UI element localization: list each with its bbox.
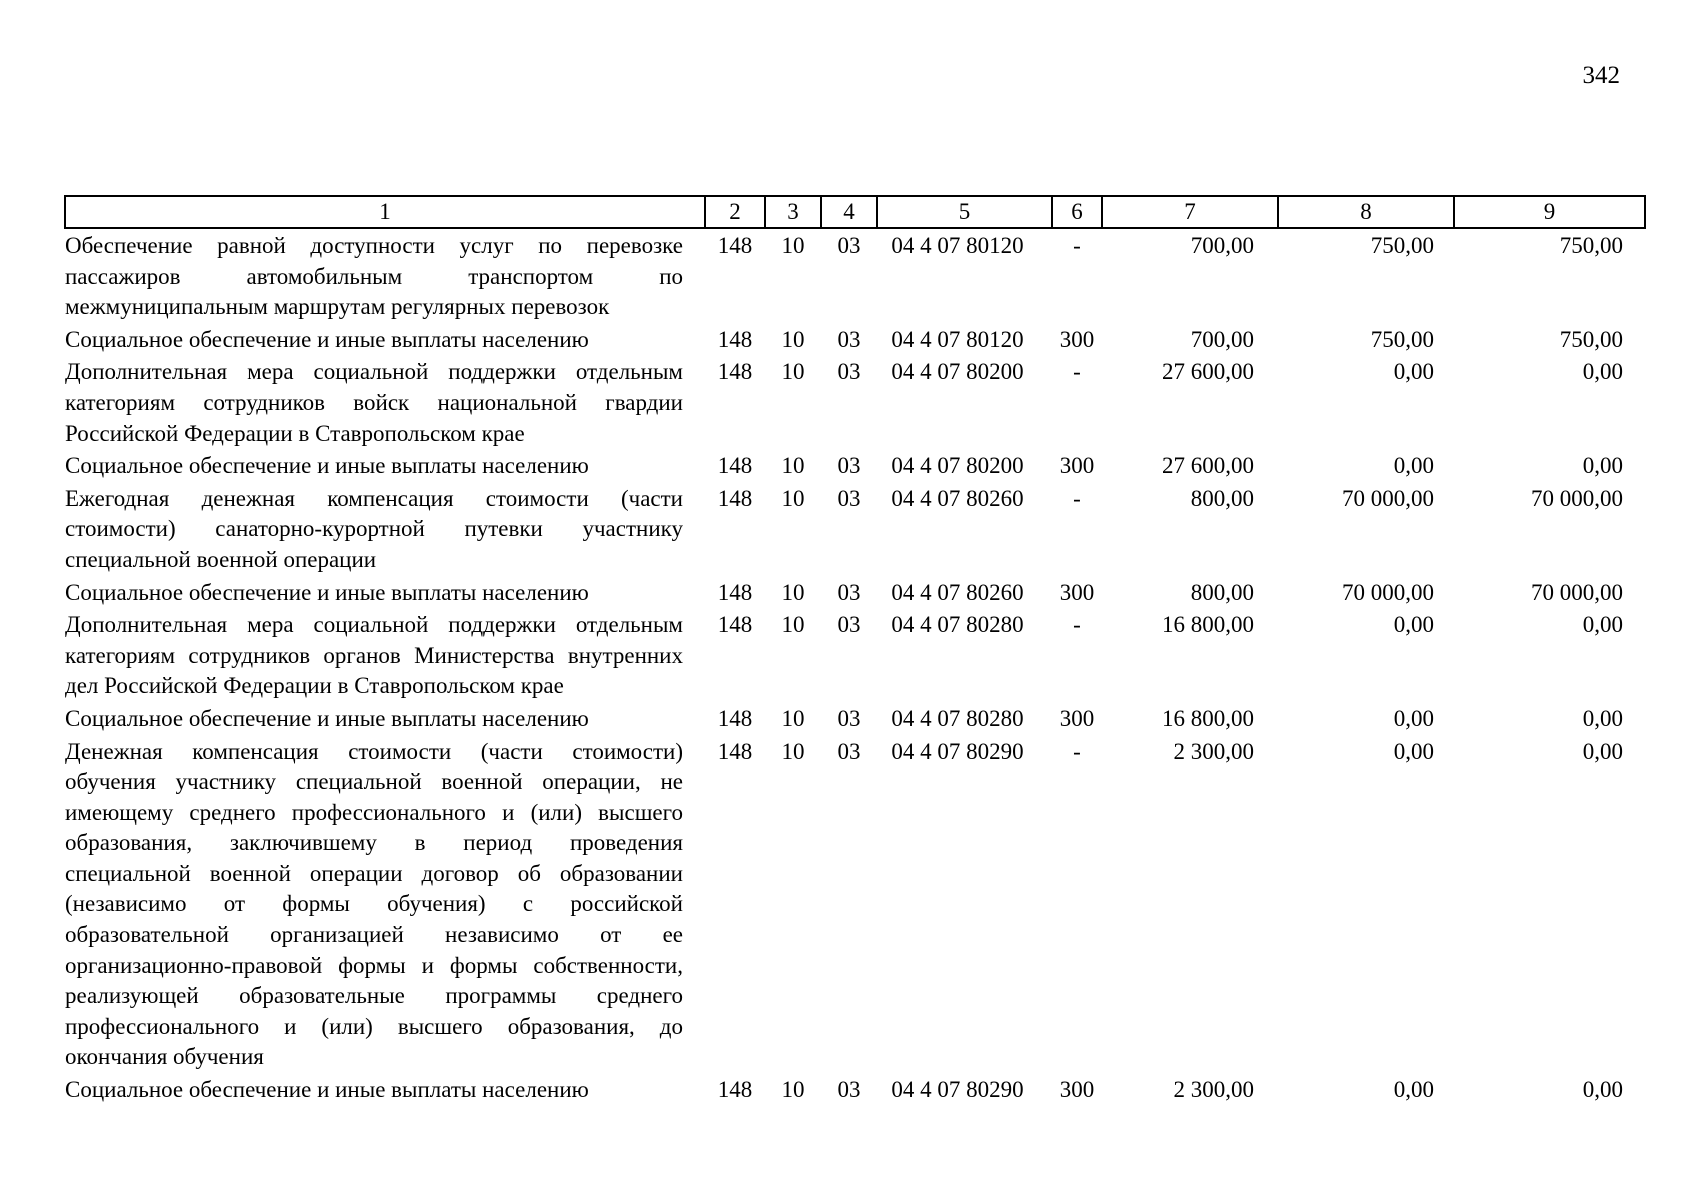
row-col-8: 750,00 xyxy=(1370,233,1434,258)
row-col-7: 2 300,00 xyxy=(1173,1077,1254,1103)
column-header-4: 4 xyxy=(821,196,877,228)
row-col-8: 70 000,00 xyxy=(1342,579,1434,605)
row-col-2: 148 xyxy=(717,233,753,258)
row-col-2: 148 xyxy=(717,1077,753,1103)
row-col-8: 0,00 xyxy=(1393,359,1434,385)
row-col-8: 0,00 xyxy=(1393,705,1434,731)
row-col-2: 148 xyxy=(717,453,753,479)
row-col-2: 148 xyxy=(717,326,753,352)
row-col-2: 148 xyxy=(717,612,753,638)
row-name: Социальное обеспечение и иные выплаты населению xyxy=(65,1077,589,1103)
row-col-5: 04 4 07 80280 xyxy=(891,612,1024,638)
row-col-6: - xyxy=(1073,485,1081,511)
row-col-5: 04 4 07 80260 xyxy=(891,485,1024,511)
row-col-3: 10 xyxy=(781,612,805,638)
table-row xyxy=(65,608,1645,702)
row-col-8: 0,00 xyxy=(1393,1077,1434,1103)
row-col-3: 10 xyxy=(781,233,805,258)
header-row xyxy=(65,196,1645,228)
row-col-5: 04 4 07 80260 xyxy=(891,579,1024,605)
row-col-5: 04 4 07 80280 xyxy=(891,705,1024,731)
table-row xyxy=(65,702,1645,735)
column-header-8: 8 xyxy=(1278,196,1454,228)
row-col-4: 03 xyxy=(837,738,861,764)
row-col-7: 16 800,00 xyxy=(1162,705,1254,731)
row-name: Социальное обеспечение и иные выплаты населению xyxy=(65,326,589,352)
row-col-4: 03 xyxy=(837,359,861,385)
row-col-6: 300 xyxy=(1059,326,1095,352)
row-col-8: 0,00 xyxy=(1393,453,1434,479)
row-col-3: 10 xyxy=(781,453,805,479)
row-col-9: 0,00 xyxy=(1582,612,1623,638)
column-header-7: 7 xyxy=(1102,196,1278,228)
row-col-9: 0,00 xyxy=(1582,453,1623,479)
row-col-3: 10 xyxy=(781,705,805,731)
row-col-9: 0,00 xyxy=(1582,359,1623,385)
row-col-4: 03 xyxy=(837,1077,861,1103)
row-col-6: 300 xyxy=(1059,453,1095,479)
row-col-8: 70 000,00 xyxy=(1342,485,1434,511)
table-row xyxy=(65,228,1645,323)
row-col-3: 10 xyxy=(781,579,805,605)
row-col-8: 0,00 xyxy=(1393,738,1434,764)
table-row xyxy=(65,482,1645,576)
row-col-8: 750,00 xyxy=(1370,326,1434,352)
row-col-7: 2 300,00 xyxy=(1173,738,1254,764)
table-row xyxy=(65,355,1645,449)
row-col-5: 04 4 07 80290 xyxy=(891,1077,1024,1103)
row-col-7: 16 800,00 xyxy=(1162,612,1254,638)
row-col-3: 10 xyxy=(781,738,805,764)
row-col-6: - xyxy=(1073,359,1081,385)
row-col-7: 27 600,00 xyxy=(1162,453,1254,479)
table-row xyxy=(65,735,1645,1074)
row-col-2: 148 xyxy=(717,705,753,731)
row-col-6: - xyxy=(1073,612,1081,638)
row-col-7: 27 600,00 xyxy=(1162,359,1254,385)
row-name: Социальное обеспечение и иные выплаты населению xyxy=(65,705,589,731)
row-col-2: 148 xyxy=(717,485,753,511)
table-header xyxy=(65,196,1645,228)
row-name: Социальное обеспечение и иные выплаты населению xyxy=(65,579,589,605)
row-col-2: 148 xyxy=(717,579,753,605)
row-col-9: 0,00 xyxy=(1582,705,1623,731)
row-col-4: 03 xyxy=(837,612,861,638)
row-col-9: 750,00 xyxy=(1559,233,1623,258)
column-header-9: 9 xyxy=(1454,196,1645,228)
row-col-6: 300 xyxy=(1059,705,1095,731)
page-number: 342 xyxy=(1582,62,1620,89)
row-col-5: 04 4 07 80290 xyxy=(891,738,1024,764)
column-header-3: 3 xyxy=(765,196,821,228)
row-col-3: 10 xyxy=(781,1077,805,1103)
row-col-4: 03 xyxy=(837,579,861,605)
table-row xyxy=(65,576,1645,609)
column-header-2: 2 xyxy=(705,196,765,228)
row-name: Обеспечение равной доступности услуг по перевозке пассажиров автомобильным транспортом по межмуниципальным маршрутам регулярных перевозок xyxy=(65,233,683,320)
row-col-7: 700,00 xyxy=(1190,326,1254,352)
row-col-3: 10 xyxy=(781,359,805,385)
row-col-9: 70 000,00 xyxy=(1531,579,1623,605)
row-col-2: 148 xyxy=(717,359,753,385)
column-header-5: 5 xyxy=(877,196,1052,228)
row-col-7: 800,00 xyxy=(1190,579,1254,605)
row-col-9: 0,00 xyxy=(1582,738,1623,764)
table-row xyxy=(65,449,1645,482)
budget-table xyxy=(64,195,1646,1106)
row-col-7: 800,00 xyxy=(1190,485,1254,511)
row-col-5: 04 4 07 80120 xyxy=(891,233,1024,258)
row-col-6: - xyxy=(1073,738,1081,764)
row-col-5: 04 4 07 80120 xyxy=(891,326,1024,352)
row-col-4: 03 xyxy=(837,705,861,731)
table-row xyxy=(65,323,1645,356)
row-col-3: 10 xyxy=(781,326,805,352)
row-col-6: - xyxy=(1073,233,1081,258)
column-header-1: 1 xyxy=(65,196,705,228)
row-col-4: 03 xyxy=(837,485,861,511)
table-body xyxy=(65,228,1645,1106)
row-name: Ежегодная денежная компенсация стоимости (части стоимости) санаторно-курортной путевки участнику специальной военной операции xyxy=(65,485,683,572)
row-col-9: 70 000,00 xyxy=(1531,485,1623,511)
row-col-9: 750,00 xyxy=(1559,326,1623,352)
row-col-7: 700,00 xyxy=(1190,233,1254,258)
row-col-5: 04 4 07 80200 xyxy=(891,453,1024,479)
row-name: Денежная компенсация стоимости (части стоимости) обучения участнику специальной военной операции, не имеющему среднего профессионального и (или) высшего образования, заключившему в период проведения специальной военной операции договор об образовании (независимо от формы обучения) с российской образовательной организацией независимо от ее организационно-правовой формы и формы собственности, реализующей образовательные программы среднего профессионального и (или) высшего образования, до окончания обучения xyxy=(65,738,683,1070)
row-col-4: 03 xyxy=(837,453,861,479)
column-header-6: 6 xyxy=(1052,196,1102,228)
row-name: Дополнительная мера социальной поддержки отдельным категориям сотрудников войск национальной гвардии Российской Федерации в Ставропольском крае xyxy=(65,359,683,446)
row-name: Дополнительная мера социальной поддержки отдельным категориям сотрудников органов Министерства внутренних дел Российской Федерации в Ставропольском крае xyxy=(65,612,683,699)
row-col-9: 0,00 xyxy=(1582,1077,1623,1103)
row-col-4: 03 xyxy=(837,326,861,352)
table-row xyxy=(65,1073,1645,1106)
row-name: Социальное обеспечение и иные выплаты населению xyxy=(65,453,589,479)
row-col-5: 04 4 07 80200 xyxy=(891,359,1024,385)
row-col-2: 148 xyxy=(717,738,753,764)
row-col-8: 0,00 xyxy=(1393,612,1434,638)
row-col-4: 03 xyxy=(837,233,861,258)
row-col-3: 10 xyxy=(781,485,805,511)
row-col-6: 300 xyxy=(1059,1077,1095,1103)
row-col-6: 300 xyxy=(1059,579,1095,605)
